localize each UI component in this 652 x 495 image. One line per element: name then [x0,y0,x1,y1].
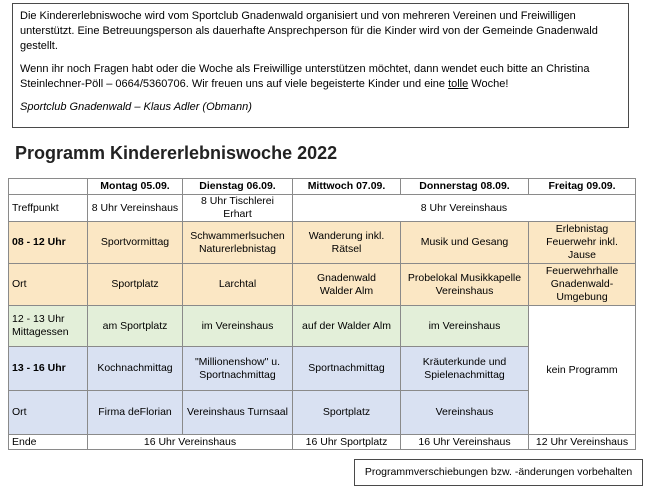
table-header-row [9,179,636,195]
header-day: Freitag 09.09. [529,179,636,195]
table-row-lunch [9,306,636,347]
header-empty-cell [9,179,88,195]
row-label: Ende [9,435,88,450]
table-cell: Kochnachmittag [88,347,183,391]
table-cell: Firma deFlorian [88,391,183,435]
table-row-morning [9,222,636,264]
table-row-morning-ort [9,264,636,306]
cell-line: 12 - 13 Uhr [12,313,65,325]
table-cell [293,222,401,264]
header-day: Montag 05.09. [88,179,183,195]
table-cell: im Vereinshaus [183,306,293,347]
header-day: Donnerstag 08.09. [401,179,529,195]
row-label: Ort [9,264,88,306]
table-cell [529,222,636,264]
intro-p2-end: Woche! [468,78,509,90]
cell-line: Mittagessen [12,326,69,338]
row-label: Ort [9,391,88,435]
cell-line: Vereinshaus [435,284,494,297]
row-label: 08 - 12 Uhr [9,222,88,264]
table-cell: Sportnachmittag [293,347,401,391]
cell-line: Spielenachmittag [424,368,505,381]
table-cell: 16 Uhr Vereinshaus [401,435,529,450]
table-cell [529,264,636,306]
table-cell: 12 Uhr Vereinshaus [529,435,636,450]
table-cell: Larchtal [183,264,293,306]
table-cell: am Sportplatz [88,306,183,347]
table-cell-kein-programm: kein Programm [529,306,636,435]
table-row-ende [9,435,636,450]
cell-line: Feuerwehr inkl. Jause [546,236,618,261]
intro-p2-underlined: tolle [448,78,469,90]
table-cell [183,222,293,264]
cell-line: Walder Alm [319,284,374,297]
table-cell: 8 Uhr Tischlerei Erhart [183,195,293,222]
table-cell [401,264,529,306]
table-cell: auf der Walder Alm [293,306,401,347]
cell-line: Feuerwehrhalle [545,265,619,277]
table-cell: 16 Uhr Sportplatz [293,435,401,450]
table-cell: Sportplatz [88,264,183,306]
table-cell [401,347,529,391]
table-cell: Sportvormittag [88,222,183,264]
cell-line: Probelokal Musikkapelle [407,271,522,284]
row-label: Treffpunkt [9,195,88,222]
cell-line: Gnadenwald-Umgebung [550,278,614,303]
table-cell [293,264,401,306]
table-cell [183,347,293,391]
table-cell: im Vereinshaus [401,306,529,347]
intro-box [12,3,629,128]
cell-line: Sportnachmittag [199,368,276,381]
cell-line: Gnadenwald [317,271,376,284]
intro-signature: Sportclub Gnadenwald – Klaus Adler (Obmann) [20,101,252,113]
row-label [9,306,88,347]
table-cell: Musik und Gesang [401,222,529,264]
intro-p2-start: Wenn ihr noch Fragen habt oder die Woche als Freiwillige unterstützen möchtet, dann wendet euch bitte an Christina Steinlechner-Pöll – 0664/5360706. Wir freuen uns auf viele begeisterte Kinder und eine [20,63,590,90]
header-day: Dienstag 06.09. [183,179,293,195]
cell-line: Wanderung inkl. [308,229,385,242]
program-table [8,178,636,450]
row-label: 13 - 16 Uhr [9,347,88,391]
header-day: Mittwoch 07.09. [293,179,401,195]
cell-line: Rätsel [331,242,362,255]
table-cell: Vereinshaus [401,391,529,435]
table-cell: Sportplatz [293,391,401,435]
page-title: Programm Kindererlebniswoche 2022 [15,143,338,163]
table-row-treffpunkt [9,195,636,222]
cell-line: "Millionenshow" u. [194,355,281,368]
table-cell: 16 Uhr Vereinshaus [88,435,293,450]
intro-paragraph-2 [20,62,621,92]
table-cell: Vereinshaus Turnsaal [183,391,293,435]
note-box: Programmverschiebungen bzw. -änderungen vorbehalten [354,459,643,486]
cell-line: Schwammerlsuchen [190,229,285,242]
intro-paragraph-1: Die Kindererlebniswoche wird vom Sportclub Gnadenwald organisiert und von mehreren Vereinen und Freiwilligen unterstützt. Eine Betreuungsperson als dauerhafte Ansprechperson für die Kinder wird von der Gemeinde Gnadenwald gestellt. [20,10,598,52]
cell-line: Kräuterkunde und [422,355,507,368]
cell-line: Naturerlebnistag [198,242,277,255]
table-cell: 8 Uhr Vereinshaus [88,195,183,222]
cell-line: Erlebnistag [555,223,609,235]
table-cell: 8 Uhr Vereinshaus [293,195,636,222]
